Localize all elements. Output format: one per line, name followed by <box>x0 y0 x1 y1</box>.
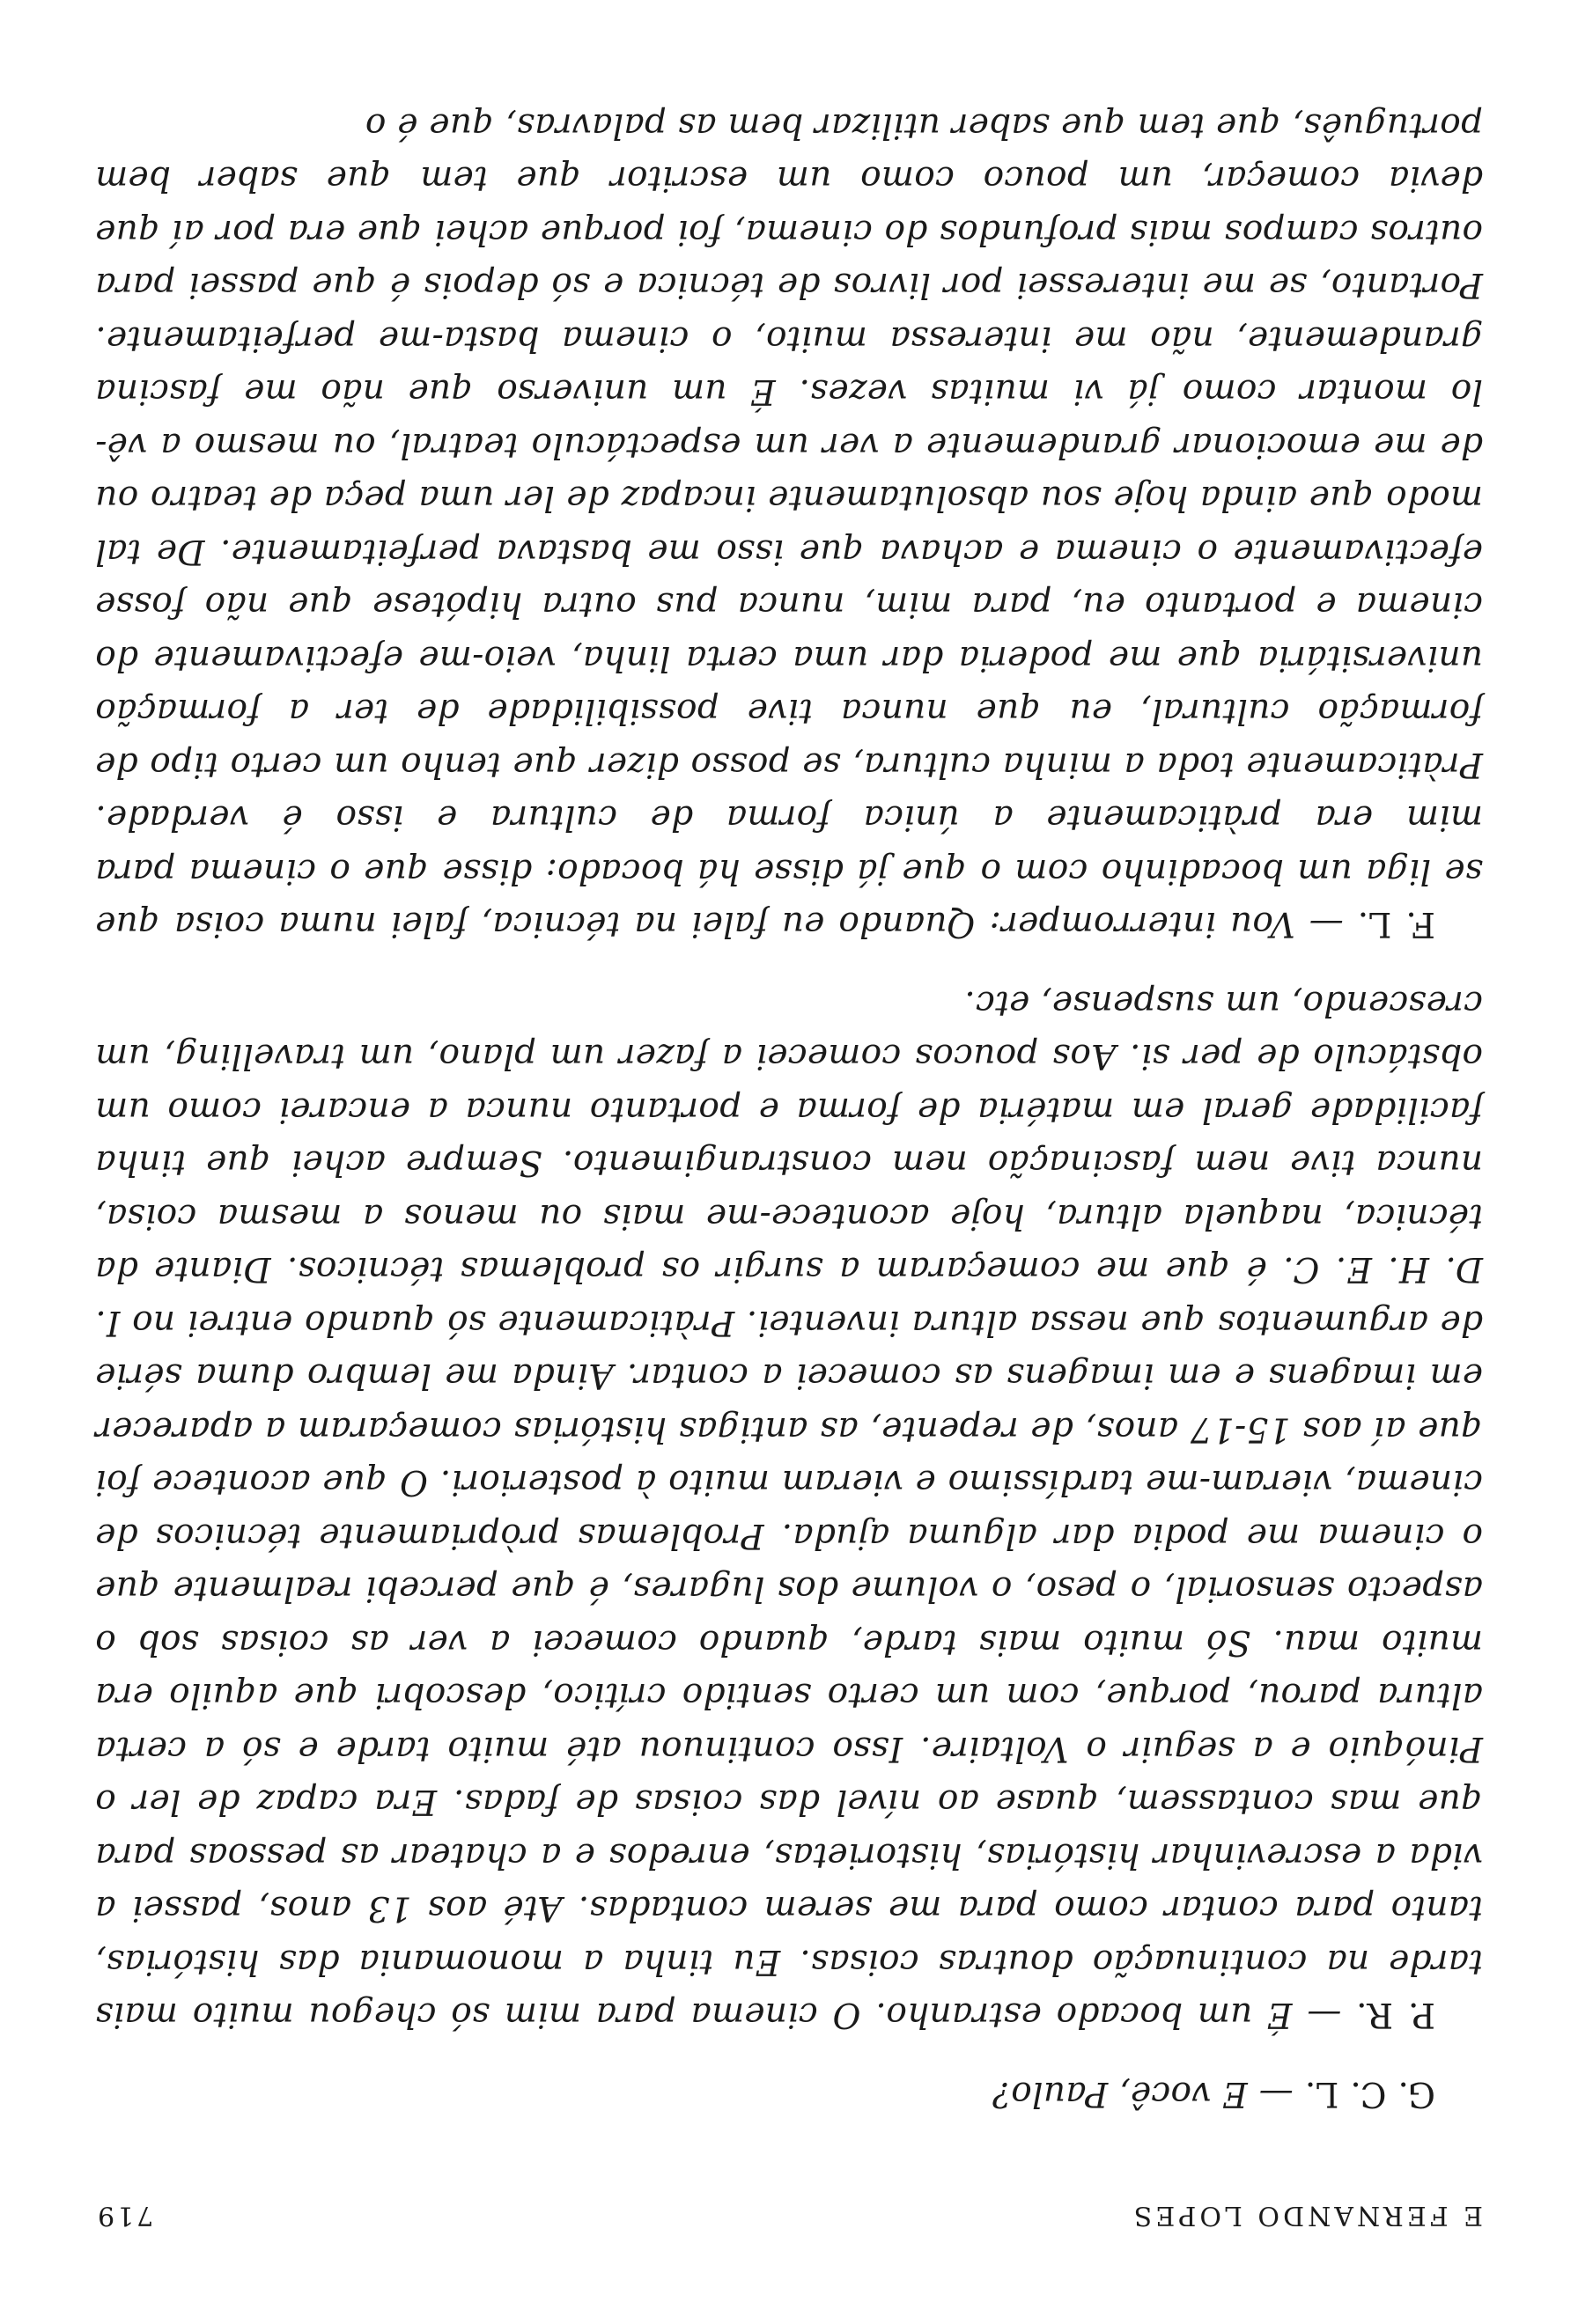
speaker-label: P. R. <box>1355 1995 1435 2035</box>
speaker-label: G. C. L. <box>1304 2074 1435 2114</box>
paragraph-fl <box>95 99 1483 951</box>
intro-line <box>95 2067 1483 2121</box>
spacer <box>95 951 1483 976</box>
intro-text: — E você, Paulo? <box>992 2074 1305 2114</box>
interview-text <box>95 99 1483 2121</box>
page-number: 719 <box>95 2200 154 2231</box>
page-header <box>95 2200 1483 2231</box>
speaker-label: F. L. <box>1357 904 1435 945</box>
running-head: E FERNANDO LOPES <box>1130 2200 1483 2231</box>
spacer <box>95 2041 1483 2067</box>
paragraph-text: — É um bocado estranho. O cinema para mim só chegou muito mais tarde na continuação doutras coisas. Eu tinha a monomania das histórias, tanto para contar como para me serem contadas. Até aos 13 anos, passei a vida a escrevinhar histórias, historietas, enredos e a chatear as pessoas para que mas contassem, quase ao nível das coisas de fadas. Era capaz de ler o Pinóquio e a seguir o Voltaire. Isso continuou até muito tarde e só a certa altura parou, porque, com um certo sentido crítico, descobri que aquilo era muito mau. Só muito mais tarde, quando comecei a ver as coisas sob o aspecto sensorial, o peso, o volume dos lugares, é que percebi realmente que o cinema me podia dar alguma ajuda. Problemas pròpriamente técnicos de cinema, vieram-me tardíssimo e vieram muito à posteriori. O que acontece foi que aí aos 15-17 anos, de repente, as antigas histórias começaram a aparecer em imagens e em imagens as comecei a contar. Ainda me lembro duma série de argumentos que nessa altura inventei. Pràticamente só quando entrei no I. D. H. E. C. é que me começaram a surgir os problemas técnicos. Diante da técnica, naquela altura, hoje acontece-me mais ou menos a mesma coisa, nunca tive nem fascinação nem constrangimento. Sempre achei que tinha facilidade geral em matéria de forma e portanto nunca a encarei como um obstáculo de per si. Aos poucos comecei a fazer um plano, um travelling, um crescendo, um suspense, etc. <box>95 983 1483 2035</box>
paragraph-pr <box>95 976 1483 2041</box>
paragraph-text: — Vou interromper: Quando eu falei na técnica, falei numa coisa que se liga um bocadinho com o que já disse há bocado: disse que o cinema para mim era pràticamente a única forma de cultura e isso é verdade. Pràticamente toda a minha cultura, se posso dizer que tenho um certo tipo de formação cultural, eu que nunca tive possibilidade de ter a formação universitária que me poderia dar uma certa linha, veio-me efectivamente do cinema e portanto eu, para mim, nunca pus outra hipótese que não fosse efectivamente o cinema e achava que isso me bastava perfeitamente. De tal modo que ainda hoje sou absolutamente incapaz de ler uma peça de teatro ou de me emocionar grandemente a ver um espectáculo teatral, ou mesmo a vê-lo montar como já vi muitas vezes. É um universo que não me fascina grandemente, não me interessa muito, o cinema basta-me perfeitamente. Portanto, se me interessei por livros de técnica e só depois é que passei para outros campos mais profundos do cinema, foi porque achei que era por aí que devia começar, um pouco como um escritor que tem que saber bem português, que tem que saber utilizar bem as palavras, que é o <box>94 106 1483 945</box>
